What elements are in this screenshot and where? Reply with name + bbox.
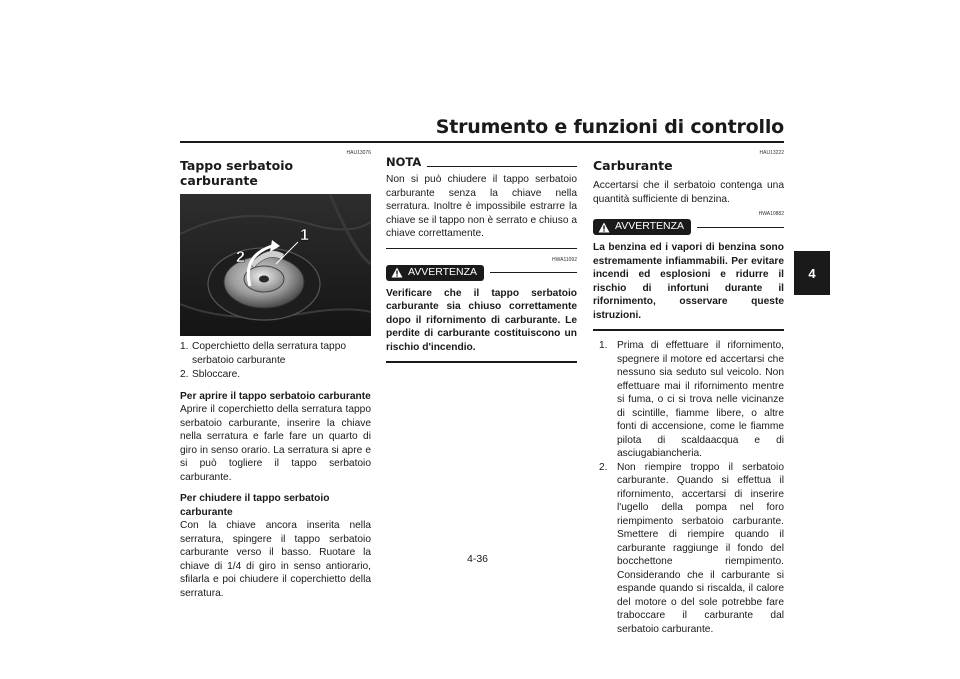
warning-code: HWA11092 <box>551 256 577 263</box>
caption-number: 1. <box>180 341 189 352</box>
middle-column <box>386 156 577 363</box>
caption-text: Coperchietto della serratura tappo serbatoio carburante <box>192 341 347 366</box>
header-rule <box>180 141 784 143</box>
note-header <box>386 156 577 169</box>
fuel-intro: Accertarsi che il serbatoio contenga una quantità sufficiente di benzina. <box>593 180 784 205</box>
page-number: 4-36 <box>467 553 489 565</box>
section-title: Carburante <box>593 158 673 173</box>
section-code: HAU13076 <box>346 150 371 156</box>
page-header-title: Strumento e funzioni di controllo <box>435 116 784 138</box>
warning-end-rule <box>593 329 784 331</box>
warning-label: AVVERTENZA <box>615 220 685 233</box>
chapter-tab: 4 <box>794 251 830 295</box>
section-title: Tappo serbatoio carburante <box>180 158 294 188</box>
fuel-steps <box>593 339 784 636</box>
warning-label: AVVERTENZA <box>408 265 478 278</box>
section-code: HAU13222 <box>759 150 784 156</box>
list-item <box>593 339 784 461</box>
page-header <box>0 0 960 140</box>
note-text: Non si può chiudere il tappo serbatoio carburante senza la chiave nella serratura. Inoltre è impossibile estrarre la chiave se il tappo non è serrato e chiuso a chiave correttamente. <box>386 174 577 239</box>
warning-text: La benzina ed i vapori di benzina sono estremamente infiammabili. Per evitare incendi ed esplosioni e ridurre il rischio di infortuni durante il rifornimento, osservare queste istruzioni. <box>593 242 784 321</box>
warning-badge <box>593 219 691 235</box>
warning-header <box>593 219 784 235</box>
warning-header <box>386 265 577 281</box>
warning-text: Verificare che il tappo serbatoio carburante sia chiuso correttamente dopo il rifornimento di carburante. Le perdite di carburante costituiscono un rischio d'incendio. <box>386 287 577 353</box>
caption-text: Sbloccare. <box>192 369 241 380</box>
warning-code: HWA10882 <box>758 211 784 217</box>
step-text: Non riempire troppo il serbatoio carburante. Quando si effettua il rifornimento, accertarsi di inserire l'ugello della pompa nel foro riempimento serbatoio carburante. Smettere di riempire quando il carburante raggiunge il fondo del bocchettone riempimento. Considerando che il carburante si espande quando si riscalda, il calore del motore o del sole potrebbe fare traboccare il carburante dal serbatoio carburante. <box>617 461 784 635</box>
warning-triangle-icon <box>598 222 610 233</box>
left-column <box>180 150 371 600</box>
warning-triangle-icon <box>391 267 403 278</box>
close-heading: Per chiudere il tappo serbatoio carburante <box>180 493 330 518</box>
caption-number: 2. <box>180 369 189 380</box>
fuel-cap-illustration <box>180 194 371 336</box>
close-text: Con la chiave ancora inserita nella serratura, spingere il tappo serbatoio carburante verso il basso. Ruotare la chiave di 1/4 di giro in senso antiorario, sfilarla e poi chiudere il coperchietto della serratura. <box>180 520 371 599</box>
note-end-rule <box>386 248 577 249</box>
warning-rule <box>697 227 784 228</box>
note-label: NOTA <box>386 155 422 169</box>
note-rule <box>427 166 577 167</box>
figure-caption-1 <box>180 340 371 367</box>
step-number: 1. <box>599 340 608 351</box>
open-text: Aprire il coperchietto della serratura tappo serbatoio carburante, inserire la chiave nella serratura e farle fare un quarto di giro in senso orario. La serratura si apre e si può togliere il tappo serbatoio carburante. <box>180 404 371 483</box>
figure-caption-2 <box>180 368 371 382</box>
warning-badge <box>386 265 484 281</box>
callout-2: 2 <box>236 249 245 266</box>
fuel-cap-drawing <box>180 194 371 336</box>
right-column <box>593 150 784 636</box>
step-number: 2. <box>599 461 608 473</box>
warning-rule <box>490 272 577 273</box>
step-text: Prima di effettuare il rifornimento, spegnere il motore ed accertarsi che nessuno sia seduto sul veicolo. Non effettuare mai il rifornimento mentre si fuma, o ci si trova nelle vicinanze di scintille, fiamme libere, o altre fonti di accensione, come le fiamme pilota di scaldaacqua e di asciugabiancheria. <box>617 340 784 459</box>
open-heading: Per aprire il tappo serbatoio carburante <box>180 390 371 402</box>
callout-1: 1 <box>300 227 309 244</box>
warning-end-rule <box>386 361 577 363</box>
list-item <box>593 461 784 637</box>
